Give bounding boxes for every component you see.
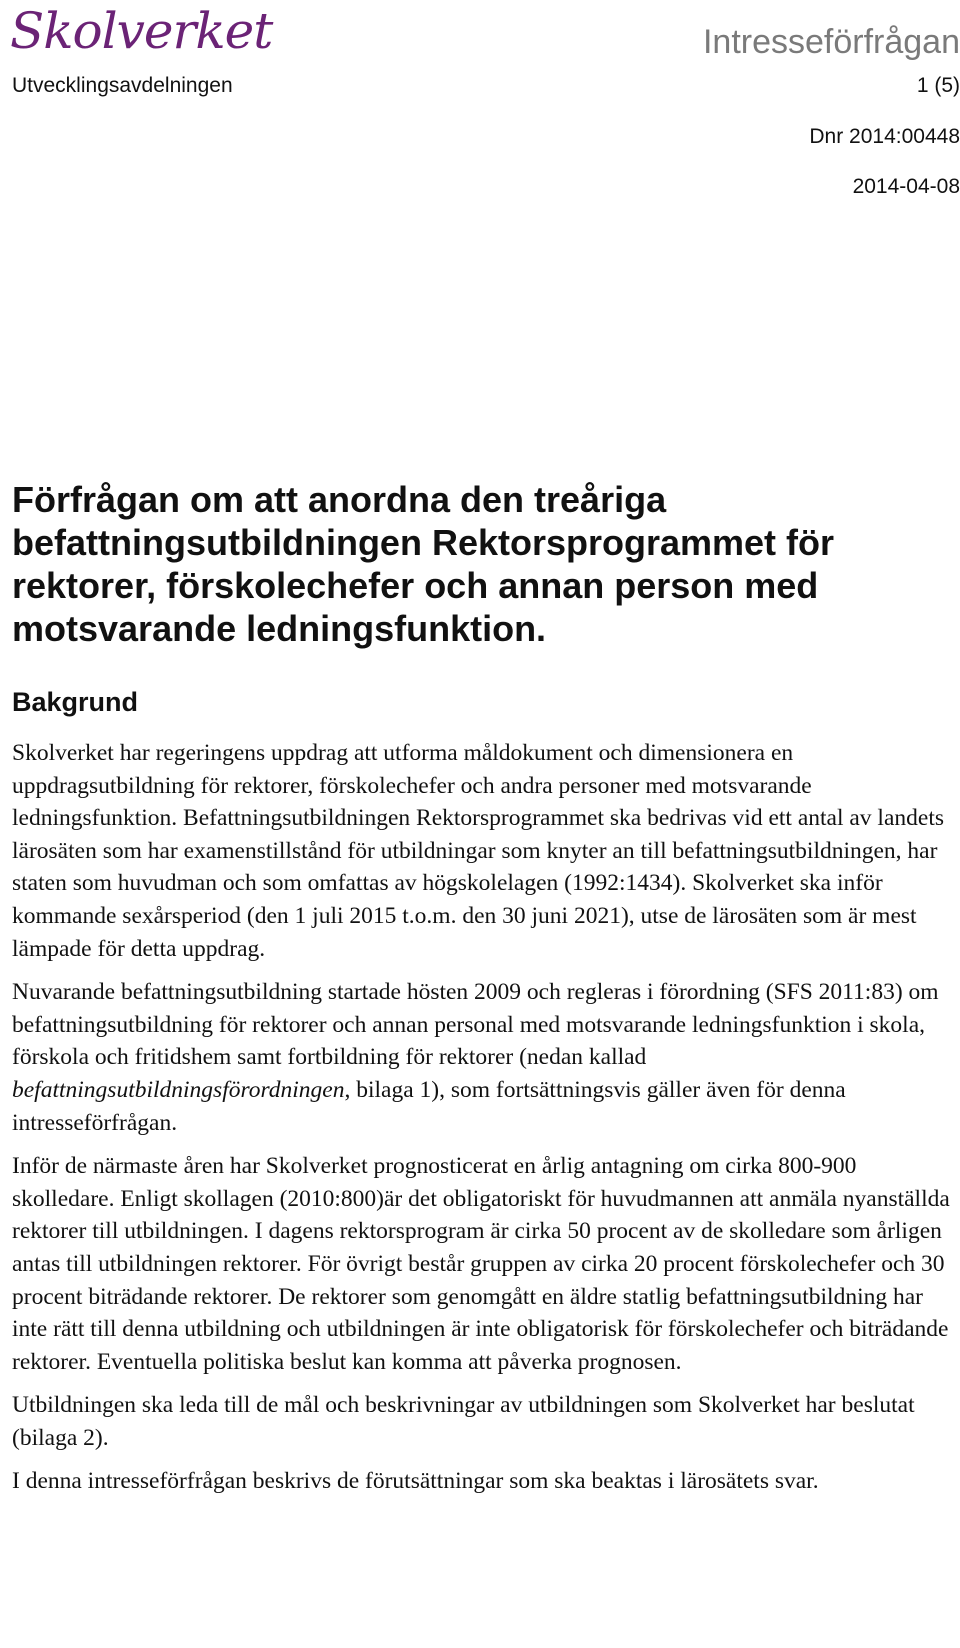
paragraph-2-end: , bilaga 1), som fortsättningsvis gäller även för denna intresseförfrågan. xyxy=(12,1076,846,1136)
paragraph-2 xyxy=(12,976,952,1139)
document-body xyxy=(12,737,952,1509)
diary-number: Dnr 2014:00448 xyxy=(809,125,960,148)
paragraph-1-rest: Befattningsutbildningen Rektorsprogrammet ska bedrivas vid ett antal av landets lärosäten som har examenstillstånd för utbildningar som knyter an till befattningsutbildningen, har staten som huvudman och som omfattas av högskolelagen (1992:1434). Skolverket ska inför kommande sexårsperiod (den 1 juli 2015 t.o.m. den 30 juni 2021), utse de lärosäten som är mest lämpade för detta uppdrag. xyxy=(12,805,944,962)
document-date: 2014-04-08 xyxy=(852,175,960,198)
paragraph-2-start: Nuvarande befattningsutbildning startade hösten 2009 och regleras i förordning (SFS 2011:83) om befattningsutbildning för rektorer och annan personal med motsvarande ledningsfunktion i skola, förskola och fritidshem samt fortbildning för rektorer (nedan kallad xyxy=(12,979,939,1071)
document-title: Förfrågan om att anordna den treåriga befattningsutbildningen Rektorsprogrammet för rektorer, förskolechefer och annan person med motsvarande ledningsfunktion. xyxy=(12,479,835,649)
paragraph-1-lead: Skolverket har regeringens uppdrag att utforma måldokument och dimensionera en uppdragsutbildning för rektorer, förskolechefer och andra personer med motsvarande ledningsfunktion. xyxy=(12,740,812,832)
paragraph-5: I denna intresseförfrågan beskrivs de förutsättningar som ska beaktas i lärosätets svar. xyxy=(12,1468,819,1495)
section-heading-bakgrund: Bakgrund xyxy=(12,687,139,717)
regulation-name: befattningsutbildningsförordningen xyxy=(12,1076,345,1103)
paragraph-4: Utbildningen ska leda till de mål och beskrivningar av utbildningen som Skolverket har beslutat (bilaga 2). xyxy=(12,1392,915,1451)
paragraph-3: Inför de närmaste åren har Skolverket prognosticerat en årlig antagning om cirka 800-900 skolledare. Enligt skollagen (2010:800)är det obligatoriskt för huvudmannen att anmäla nyanställda rektorer till utbildningen. I dagens rektorsprogram är cirka 50 procent av de skolledare som årligen antas till utbildningen rektorer. För övrigt består gruppen av cirka 20 procent förskolechefer och 30 procent biträdande rektorer. De rektorer som genomgått en äldre statlig befattningsutbildning har inte rätt till denna utbildning och utbildningen är inte obligatorisk för förskolechefer och biträdande rektorer. Eventuella politiska beslut kan komma att påverka prognosen. xyxy=(12,1153,950,1375)
paragraph-1 xyxy=(12,737,952,965)
skolverket-logo: Skolverket xyxy=(10,2,273,60)
page-number: 1 (5) xyxy=(916,74,960,97)
department-name: Utvecklingsavdelningen xyxy=(12,74,233,97)
document-type: Intresseförfrågan xyxy=(702,23,960,61)
